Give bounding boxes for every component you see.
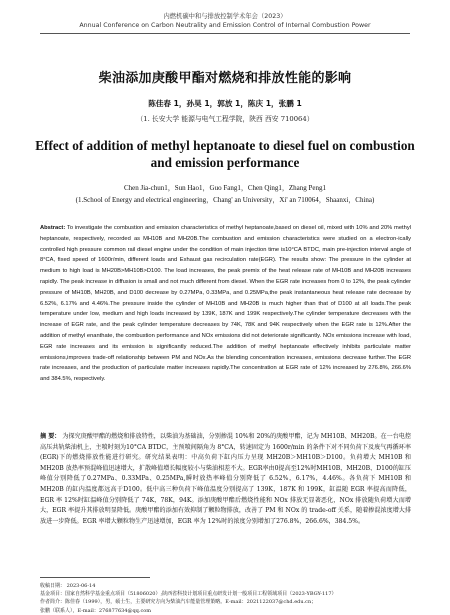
footnote-corresponding: 张鹏（联系人），E-mail：276877634@qq.com <box>40 607 152 614</box>
abstract-cn-label: 摘 要： <box>40 433 61 440</box>
conference-header-en: Annual Conference on Carbon Neutrality and Emission Control of Internal Combustion Power <box>79 22 371 29</box>
author-list-en: Chen Jia-chun1，Sun Hao1，Guo Fang1，Chen Qing1，Zhang Peng1 <box>123 184 326 192</box>
footnotes <box>40 582 420 615</box>
affiliation-cn: （1. 长安大学 能源与电气工程学院，陕西 西安 710064） <box>136 115 314 123</box>
abstract-cn-text: 为探究庚酸甲酯的燃烧和排放特性，以柴油为基础油，分别掺混 10%和 20%的庚酸甲酯，记为 MH10B、MH20B。在一台电控高压共轨柴油机上，主喷时刻为10°CA BTDC，主预喷间隔角为 8°CA，转速固定为 1600r/min 的条件下对不同负荷下及废气再循环率(EGR)下的燃烧排放性能进行研究。研究结果表明：中高负荷下缸内压力呈现 MH20B＞MH10B＞D100。负荷增大 MH10B 和 MH20B 放热率预混峰值迅速增大，扩散峰值增长幅度较小与柴油相差不大。EGR率由0提高至12%时MH10B、MH20B、D100的缸压峰值分别降低了0.27MPa、0.33MPa、0.25MPa,瞬时放热率峰值分别降低了 6.52%，6.17%，4.46%。各负荷下 MH10B 和 MH20B 的缸内温度都远高于D100。低中高三种负荷下峰值温度分别提高了 139K，187K 和 199K，缸温随 EGR 率提高而降低，EGR 率 12%时缸温峰值分别降低了 74K，78K，94K。添加庚酸甲酯后燃烧性能和 NOx 排放无显著恶化，NOx 排放随负荷增大而增大，EGR 率提升其排放明显降低。庚酸甲酯的添加有效抑制了颗粒物排放，改善了 PM 和 NOx 的 trade-off 关系，随着掺混浓度增大排放进一步降低。EGR 率增大颗粒物生产迅速增加，EGR 率为 12%时的浓度分别增加了276.8%，266.6%，384.5%。 <box>40 433 412 525</box>
abstract-en-label: Abstract: <box>40 225 66 231</box>
footnote-author-info: 作者简介：陈佳春（1999），男，硕士生，主要研究方向为柴油汽车能量管理策略。E-mail：2021122037@chd.edu.cn； <box>40 599 317 606</box>
paper-title-cn: 柴油添加庚酸甲酯对燃烧和排放性能的影响 <box>98 71 352 86</box>
author-list-cn: 陈佳春 1，孙昊 1，郭放 1，陈庆 1，张鹏 1 <box>148 99 302 108</box>
affiliation-en: (1.School of Energy and electrical engineering，Chang' an University，Xi' an 710064，Shaanxi，China) <box>75 196 375 204</box>
paper-title-en: Effect of addition of methyl heptanoate to diesel fuel on combustion and emission performance <box>35 138 415 170</box>
footnote-fund: 基金项目：国家自然科学基金重点项目（51806020）;陕西省科技计划项目重点研发计划一般项目工程领域项目（2023-YBGY-117） <box>40 591 337 598</box>
conference-header-cn: 内燃机碳中和与排放控制学术年会（2023） <box>163 13 287 20</box>
conference-header <box>0 12 450 30</box>
footnote-received: 收稿日期： 2023-06-14 <box>40 583 96 589</box>
abstract-cn <box>40 432 411 527</box>
header-divider <box>40 33 410 34</box>
footnote-divider <box>40 577 150 578</box>
abstract-en-text: To investigate the combustion and emission characteristics of methyl heptanoate,based on diesel oil, mixed with 10% and 20% methyl heptanoate, respectively, recorded as MH10B and MH20B.The combustion and emission characteristics were studied on a electron-ically controlled high pressure common rail diesel engine under the condition of main injection time is10°CA BTDC, main pre-injection interval angle of 8°CA, fixed speed of 1600r/min, different loads and Exhaust gas recirculation rate(EGR). The results show: The pressure in the cylinder at medium to high load is MH20B>MH10B>D100. The load increases, the peak premix of the heat release rate of MH10B and MH20B increases rapidly. The peak increase in diffusion is small and not much different from diesel. When the EGR rate increases from 0 to 12%, the peak cylinder pressure of MH10B, MH20B, and D100 decrease by 0.27MPa, 0.33MPa, and 0.25MPa,the peak instantaneous heat release rate decrease by 6.52%, 6.17% and 4.46%.The pressure inside the cylinder of MH10B and MH20B is much higher than that of D100 at all loads.The peak temperature under low, medium and high loads increased by 139K, 187K and 199K respectively.The cylinder temperature decreases with the increase of EGR rate, and the peak cylinder temperature decreases by 74K, 78K and 94K respectively when the EGR rate is 12%.After the addition of methyl enanthate, the combustion performance and NOx emissions did not deteriorate significantly. NOx emissions increase with load, EGR rate increases and its emission is significantly reduced.The addition of methyl heptanoate effectively inhibits particulate matter emissions,improves trade-off relationship between PM and NOx.As the blending concentration increases, emissions decrease further.The EGR rate increases, and the production of particulate matter increases rapidly.The concentration at EGR rate of 12% increased by 276.8%, 266.6% and 384.5%, respectively. <box>40 225 411 383</box>
abstract-en <box>40 223 411 385</box>
